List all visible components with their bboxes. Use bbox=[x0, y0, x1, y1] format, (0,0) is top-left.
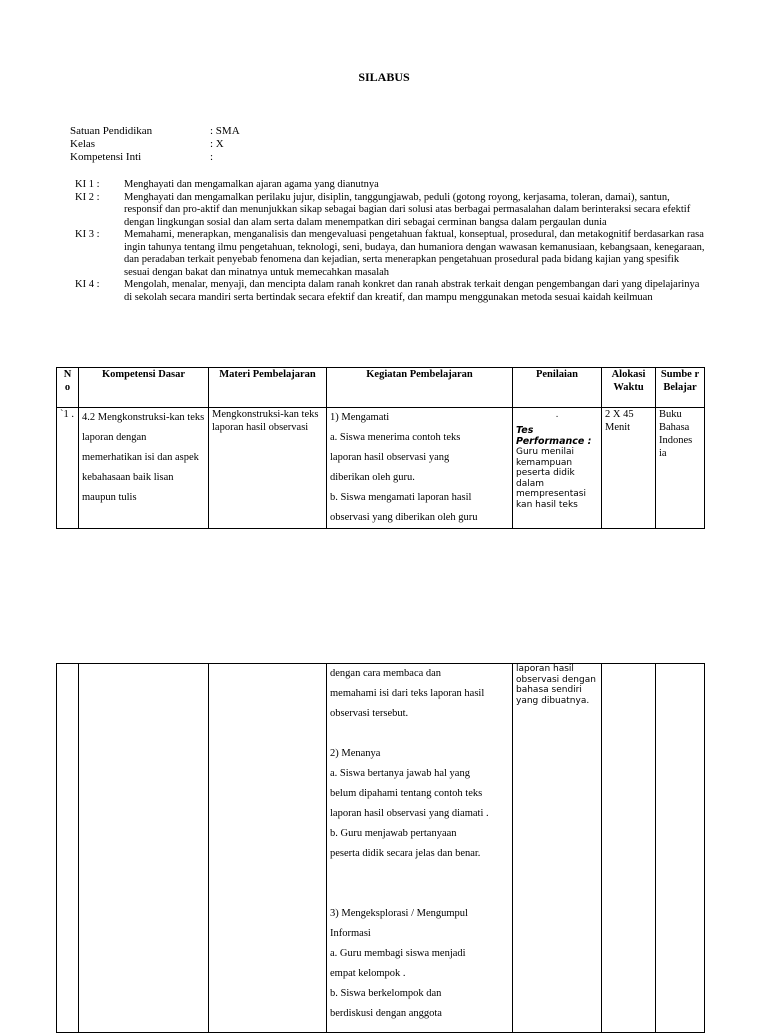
ki-item bbox=[75, 179, 705, 192]
ki-text: Menghayati dan mengamalkan ajaran agama yang dianutnya bbox=[124, 179, 379, 190]
cell-penilaian bbox=[513, 408, 602, 529]
ki-code: KI 2 : bbox=[75, 191, 100, 203]
meta-label: Satuan Pendidikan bbox=[70, 125, 153, 137]
header-kompetensi-dasar: Kompetensi Dasar bbox=[79, 368, 209, 408]
ki-item bbox=[75, 229, 705, 279]
identity-section bbox=[70, 125, 240, 164]
syllabus-table-continued bbox=[56, 663, 705, 1033]
page-title: SILABUS bbox=[358, 70, 410, 84]
meta-value: : X bbox=[210, 138, 224, 150]
kegiatan-line: 3) Mengeksplorasi / Mengumpul bbox=[330, 908, 468, 919]
header-no: N o bbox=[57, 368, 79, 408]
kegiatan-line: a. Siswa bertanya jawab hal yang bbox=[330, 768, 470, 779]
ki-item bbox=[75, 192, 705, 230]
kegiatan-line: b. Siswa berkelompok dan bbox=[330, 988, 442, 999]
meta-value: : SMA bbox=[210, 125, 240, 137]
meta-value: : bbox=[210, 151, 214, 163]
cell-materi: Mengkonstruksi-kan teks laporan hasil observasi bbox=[209, 408, 327, 529]
kompetensi-inti-list bbox=[75, 179, 705, 304]
kegiatan-line: 2) Menanya bbox=[330, 748, 381, 759]
penilaian-dot: . bbox=[555, 410, 559, 420]
kegiatan-line: 1) Mengamati bbox=[330, 412, 390, 423]
table-header-row bbox=[57, 368, 705, 408]
penilaian-text: laporan hasil observasi dengan bahasa sendiri yang dibuatnya. bbox=[516, 664, 596, 706]
kegiatan-line bbox=[330, 884, 509, 904]
kegiatan-line: a. Siswa menerima contoh teks bbox=[330, 432, 461, 443]
ki-code: KI 1 : bbox=[75, 179, 100, 190]
kegiatan-line: peserta didik secara jelas dan benar. bbox=[330, 848, 481, 859]
cell-sumber bbox=[656, 664, 705, 1033]
header-materi: Materi Pembelajaran bbox=[209, 368, 327, 408]
ki-text: Menghayati dan mengamalkan perilaku jujur, disiplin, tanggungjawab, peduli (gotong royong, kerjasama, toleran, damai), santun, responsif dan pro-aktif dan menunjukkan sikap sebagai bagian dari solusi atas berbagai permasalahan dalam berinteraksi secara efektif dengan lingkungan sosial dan alam serta dalam menempatkan diri sebagai cerminan bangsa dalam pergaulan dunia bbox=[124, 191, 691, 228]
meta-row bbox=[70, 125, 240, 138]
ki-code: KI 4 : bbox=[75, 279, 100, 290]
kegiatan-line: a. Guru membagi siswa menjadi bbox=[330, 948, 466, 959]
meta-row bbox=[70, 138, 240, 151]
meta-row bbox=[70, 151, 240, 164]
ki-code: KI 3 : bbox=[75, 229, 100, 240]
ki-item bbox=[75, 279, 705, 304]
kegiatan-line: observasi tersebut. bbox=[330, 708, 409, 719]
header-alokasi: Alokasi Waktu bbox=[602, 368, 656, 408]
cell-kompetensi-dasar: 4.2 Mengkonstruksi-kan teks laporan dengan memerhatikan isi dan aspek kebahasaan baik lisan maupun tulis bbox=[79, 408, 209, 529]
penilaian-text: Guru menilai kemampuan peserta didik dalam mempresentasi kan hasil teks bbox=[516, 447, 586, 510]
kegiatan-line: b. Siswa mengamati laporan hasil bbox=[330, 492, 472, 503]
ki-text: Memahami, menerapkan, menganalisis dan mengevaluasi pengetahuan faktual, konseptual, prosedural, dan metakognitif berdasarkan rasa ingin tahunya tentang ilmu pengetahuan, teknologi, seni, budaya, dan humaniora dengan wawasan kemanusiaan, kebangsaan, kenegaraan, dan peradaban terkait penyebab fenomena dan kejadian, serta menerapkan pengetahuan prosedural pada bidang kajian yang spesifik sesuai dengan bakat dan minatnya untuk memecahkan masalah bbox=[124, 229, 705, 278]
cell-no bbox=[57, 664, 79, 1033]
table-row bbox=[57, 664, 705, 1033]
ki-text: Mengolah, menalar, menyaji, dan mencipta dalam ranah konkret dan ranah abstrak terkait dengan pengembangan dari yang dipelajarinya di sekolah secara mandiri serta bertindak secara efektif dan kreatif, dan mampu menggunakan metoda sesuai kaidah keilmuan bbox=[124, 279, 700, 303]
kegiatan-line: laporan hasil observasi yang diamati . bbox=[330, 808, 489, 819]
kegiatan-line: diberikan oleh guru. bbox=[330, 472, 415, 483]
header-sumber: Sumbe r Belajar bbox=[656, 368, 705, 408]
kegiatan-line: observasi yang diberikan oleh guru bbox=[330, 512, 478, 523]
kegiatan-line: belum dipahami tentang contoh teks bbox=[330, 788, 483, 799]
penilaian-title: Tes Performance : bbox=[516, 425, 592, 447]
cell-alokasi bbox=[602, 664, 656, 1033]
meta-label: Kelas bbox=[70, 138, 96, 150]
kegiatan-line: dengan cara membaca dan bbox=[330, 668, 442, 679]
header-kegiatan: Kegiatan Pembelajaran bbox=[327, 368, 513, 408]
kegiatan-line bbox=[330, 864, 509, 884]
kegiatan-line: laporan hasil observasi yang bbox=[330, 452, 450, 463]
kegiatan-line: Informasi bbox=[330, 928, 371, 939]
kegiatan-line: empat kelompok . bbox=[330, 968, 406, 979]
header-penilaian: Penilaian bbox=[513, 368, 602, 408]
meta-label: Kompetensi Inti bbox=[70, 151, 142, 163]
cell-sumber: Buku Bahasa Indones ia bbox=[656, 408, 705, 529]
kegiatan-line: berdiskusi dengan anggota bbox=[330, 1008, 442, 1019]
cell-kegiatan bbox=[327, 664, 513, 1033]
cell-kegiatan bbox=[327, 408, 513, 529]
cell-penilaian bbox=[513, 664, 602, 1033]
cell-no: `1 . bbox=[57, 408, 79, 529]
kegiatan-line: b. Guru menjawab pertanyaan bbox=[330, 828, 457, 839]
cell-kompetensi-dasar bbox=[79, 664, 209, 1033]
cell-materi bbox=[209, 664, 327, 1033]
syllabus-table bbox=[56, 367, 705, 529]
kegiatan-line bbox=[330, 724, 509, 744]
cell-alokasi: 2 X 45 Menit bbox=[602, 408, 656, 529]
table-row bbox=[57, 408, 705, 529]
kegiatan-line: memahami isi dari teks laporan hasil bbox=[330, 688, 485, 699]
